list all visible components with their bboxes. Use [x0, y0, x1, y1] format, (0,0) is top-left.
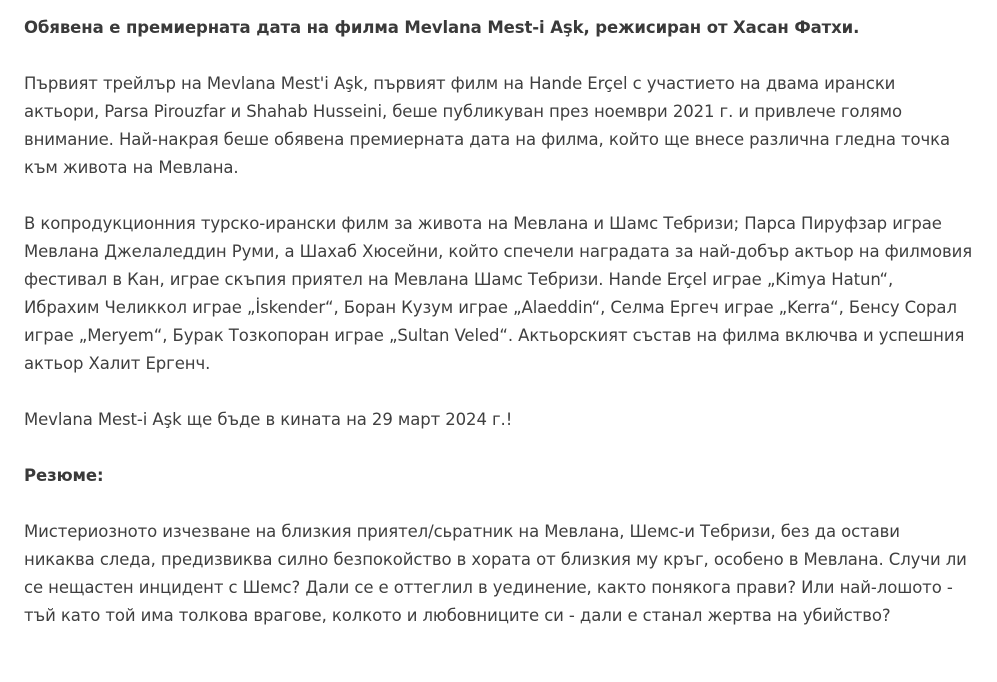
summary-heading: Резюме: — [24, 466, 104, 485]
paragraph-trailer: Първият трейлър на Mevlana Mest'i Aşk, първият филм на Hande Erçel с участието на двама ирански актьори, Parsa Pirouzfar и Shahab Husseini, беше публикуван през ноември 2021 г. и привлече голямо внимание. Най-накрая беше обявена премиерната дата на филма, който ще внесе различна гледна точка към живота на Мевлана. — [24, 74, 951, 177]
article-headline: Обявена е премиерната дата на филма Mevlana Mest-i Aşk, режисиран от Хасан Фатхи. — [24, 18, 860, 37]
summary-text: Мистериозното изчезване на близкия приятел/сьратник на Мевлана, Шемс-и Тебризи, без да остави никаква следа, предизвиква силно безпокойство в хората от близкия му кръг, особено в Мевлана. Случи ли се нещастен инцидент с Шемс? Дали се е оттеглил в уединение, както понякога прави? Или най-лошото - тъй като той има толкова врагове, колкото и любовниците си - дали е станал жертва на убийство? — [24, 522, 967, 625]
paragraph-cast: В копродукционния турско-ирански филм за живота на Мевлана и Шамс Тебризи; Парса Пируфзар играе Мевлана Джелаледдин Руми, а Шахаб Хюсейни, който спечели наградата за най-добър актьор на филмовия фестивал в Кан, играе скъпия приятел на Мевлана Шамс Тебризи. Hande Erçel играе „Kimya Hatun“, Ибрахим Челиккол играе „İskender“, Боран Кузум играе „Alaeddin“, Селма Ергеч играе „Kerra“, Бенсу Сорал играе „Meryem“, Бурак Тозкопоран играе „Sultan Veled“. Актьорският състав на филма включва и успешния актьор Халит Ергенч. — [24, 214, 973, 373]
paragraph-release-date: Mevlana Mest-i Aşk ще бъде в кината на 29 март 2024 г.! — [24, 410, 513, 429]
